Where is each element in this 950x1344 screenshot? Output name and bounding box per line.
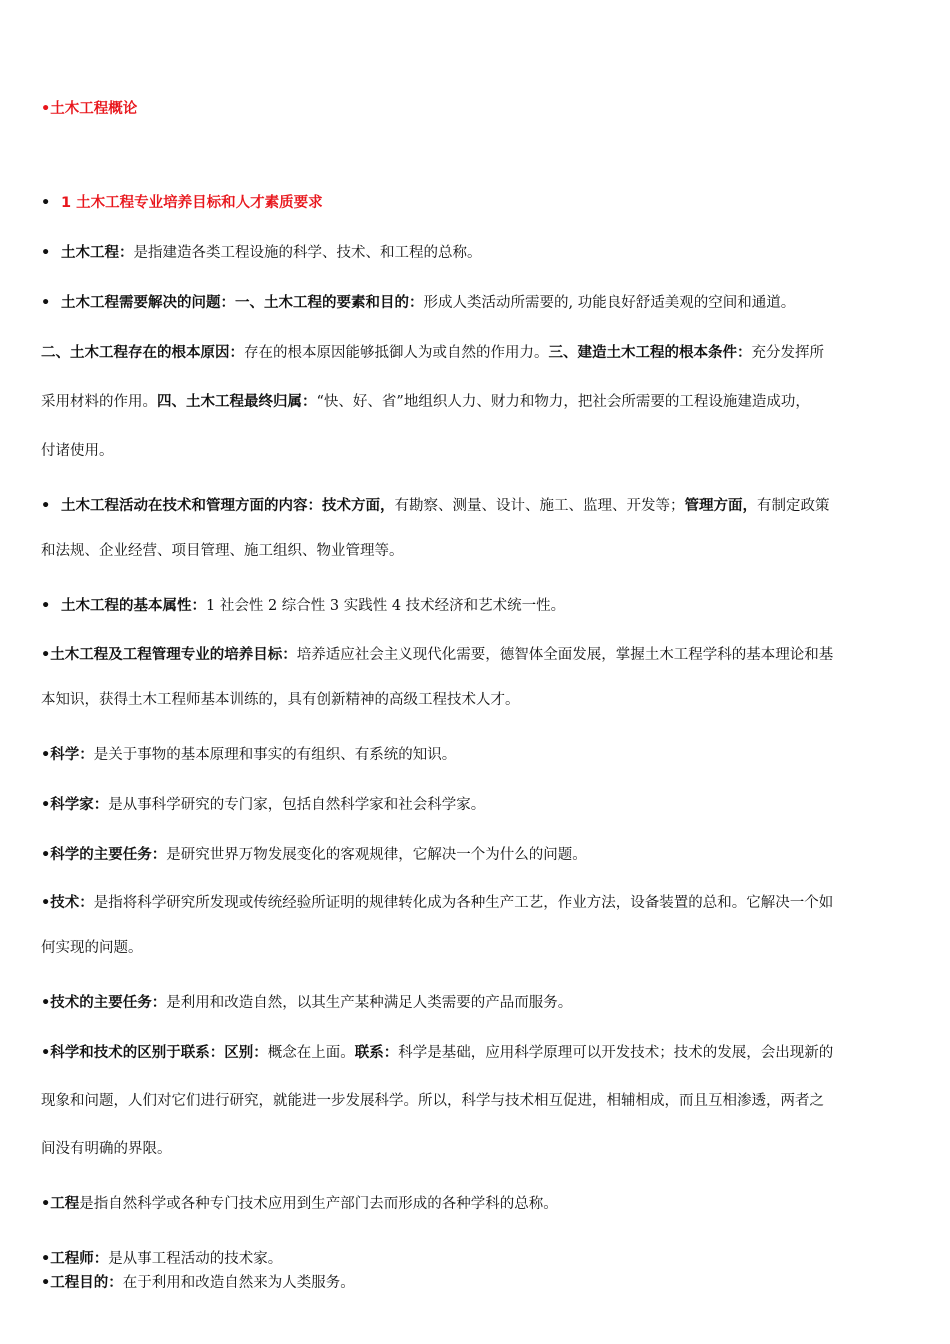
- term: •科学的主要任务：: [41, 847, 167, 863]
- paragraph-problems-line4: [41, 441, 114, 461]
- term: 土木工程的基本属性：: [61, 598, 206, 614]
- term: •技术的主要任务：: [41, 995, 167, 1011]
- definition: 是从事科学研究的专门家，包括自然科学家和社会科学家。: [108, 797, 486, 813]
- term: •科学：: [41, 747, 94, 763]
- definition: 是利用和改造自然，以其生产某种满足人类需要的产品而服务。: [166, 995, 573, 1011]
- term: 三、建造土木工程的根本条件：: [548, 345, 752, 361]
- term: 四、土木工程最终归属：: [157, 394, 317, 410]
- paragraph-engineering-purpose: [41, 1273, 355, 1293]
- paragraph-engineer: [41, 1249, 282, 1269]
- definition: 现象和问题，人们对它们进行研究，就能进一步发展科学。所以，科学与技术相互促进，相辅相成，而且互相渗透，两者之: [41, 1093, 824, 1109]
- definition: 有勘察、测量、设计、施工、监理、开发等；: [394, 498, 685, 514]
- term: •技术：: [41, 895, 94, 911]
- definition: 有制定政策: [757, 498, 830, 514]
- page-title: •土木工程概论: [41, 101, 138, 117]
- paragraph-technology-line1: [41, 893, 833, 913]
- term: •科学家：: [41, 797, 109, 813]
- paragraph-scientist: [41, 795, 485, 815]
- definition: 是从事工程活动的技术家。: [108, 1251, 283, 1267]
- definition: 和法规、企业经营、项目管理、施工组织、物业管理等。: [41, 543, 404, 559]
- term: 土木工程需要解决的问题：一、土木工程的要素和目的：: [61, 295, 424, 311]
- paragraph-training-goal-line1: [41, 645, 833, 665]
- paragraph-activities-line1: [41, 496, 830, 516]
- paragraph-engineering: [41, 1194, 558, 1214]
- paragraph-science-task: [41, 845, 587, 865]
- section-heading-text: 1 土木工程专业培养目标和人才素质要求: [61, 195, 323, 211]
- definition: 存在的根本原因能够抵御人为或自然的作用力。: [244, 345, 549, 361]
- term: •土木工程及工程管理专业的培养目标：: [41, 647, 297, 663]
- bullet: •: [41, 295, 51, 311]
- term: 管理方面，: [684, 498, 757, 514]
- term: 联系：: [354, 1045, 399, 1061]
- definition: 是研究世界万物发展变化的客观规律，它解决一个为什么的问题。: [166, 847, 587, 863]
- term: 二、土木工程存在的根本原因：: [41, 345, 244, 361]
- definition: 是指将科学研究所发现或传统经验所证明的规律转化成为各种生产工艺，作业方法，设备装置的总和。它解决一个如: [93, 895, 834, 911]
- paragraph-sci-tech-line3: [41, 1139, 172, 1159]
- definition: 是关于事物的基本原理和事实的有组织、有系统的知识。: [93, 747, 457, 763]
- definition: 在于利用和改造自然来为人类服务。: [122, 1275, 355, 1291]
- term: 土木工程活动在技术和管理方面的内容：技术方面，: [61, 498, 395, 514]
- definition: 本知识，获得土木工程师基本训练的，具有创新精神的高级工程技术人才。: [41, 692, 520, 708]
- definition: 是指建造各类工程设施的科学、技术、和工程的总称。: [133, 245, 482, 261]
- paragraph-activities-line2: [41, 541, 404, 561]
- paragraph-civil-engineering: [41, 243, 482, 263]
- definition: 概念在上面。: [267, 1045, 355, 1061]
- term: •工程目的：: [41, 1275, 123, 1291]
- paragraph-technology-task: [41, 993, 572, 1013]
- paragraph-attributes: [41, 596, 565, 616]
- paragraph-sci-tech-line1: [41, 1043, 833, 1063]
- paragraph-science: [41, 745, 456, 765]
- term: 土木工程：: [61, 245, 134, 261]
- definition: 付诸使用。: [41, 443, 114, 459]
- paragraph-sci-tech-line2: [41, 1091, 824, 1111]
- definition: 形成人类活动所需要的, 功能良好舒适美观的空间和通道。: [423, 295, 796, 311]
- section-heading: [41, 193, 323, 213]
- term: •工程: [41, 1196, 80, 1212]
- definition: 间没有明确的界限。: [41, 1141, 172, 1157]
- definition: 何实现的问题。: [41, 940, 143, 956]
- bullet: •: [41, 245, 51, 261]
- bullet: •: [41, 598, 51, 614]
- bullet: •: [41, 195, 51, 211]
- paragraph-problems-line1: [41, 293, 795, 313]
- paragraph-training-goal-line2: [41, 690, 520, 710]
- definition: 是指自然科学或各种专门技术应用到生产部门去而形成的各种学科的总称。: [79, 1196, 558, 1212]
- paragraph-technology-line2: [41, 938, 143, 958]
- definition: “快、好、省”地组织人力、财力和物力，把社会所需要的工程设施建造成功，: [316, 394, 810, 410]
- paragraph-problems-line3: [41, 392, 810, 412]
- definition: 充分发挥所: [751, 345, 824, 361]
- term: •工程师：: [41, 1251, 109, 1267]
- bullet: •: [41, 498, 51, 514]
- definition: 培养适应社会主义现代化需要，德智体全面发展，掌握土木工程学科的基本理论和基: [296, 647, 834, 663]
- definition: 1 社会性 2 综合性 3 实践性 4 技术经济和艺术统一性。: [206, 598, 566, 614]
- paragraph-problems-line2: [41, 343, 824, 363]
- definition: 科学是基础，应用科学原理可以开发技术；技术的发展，会出现新的: [398, 1045, 834, 1061]
- term: •科学和技术的区别于联系：区别：: [41, 1045, 268, 1061]
- definition: 采用材料的作用。: [41, 394, 157, 410]
